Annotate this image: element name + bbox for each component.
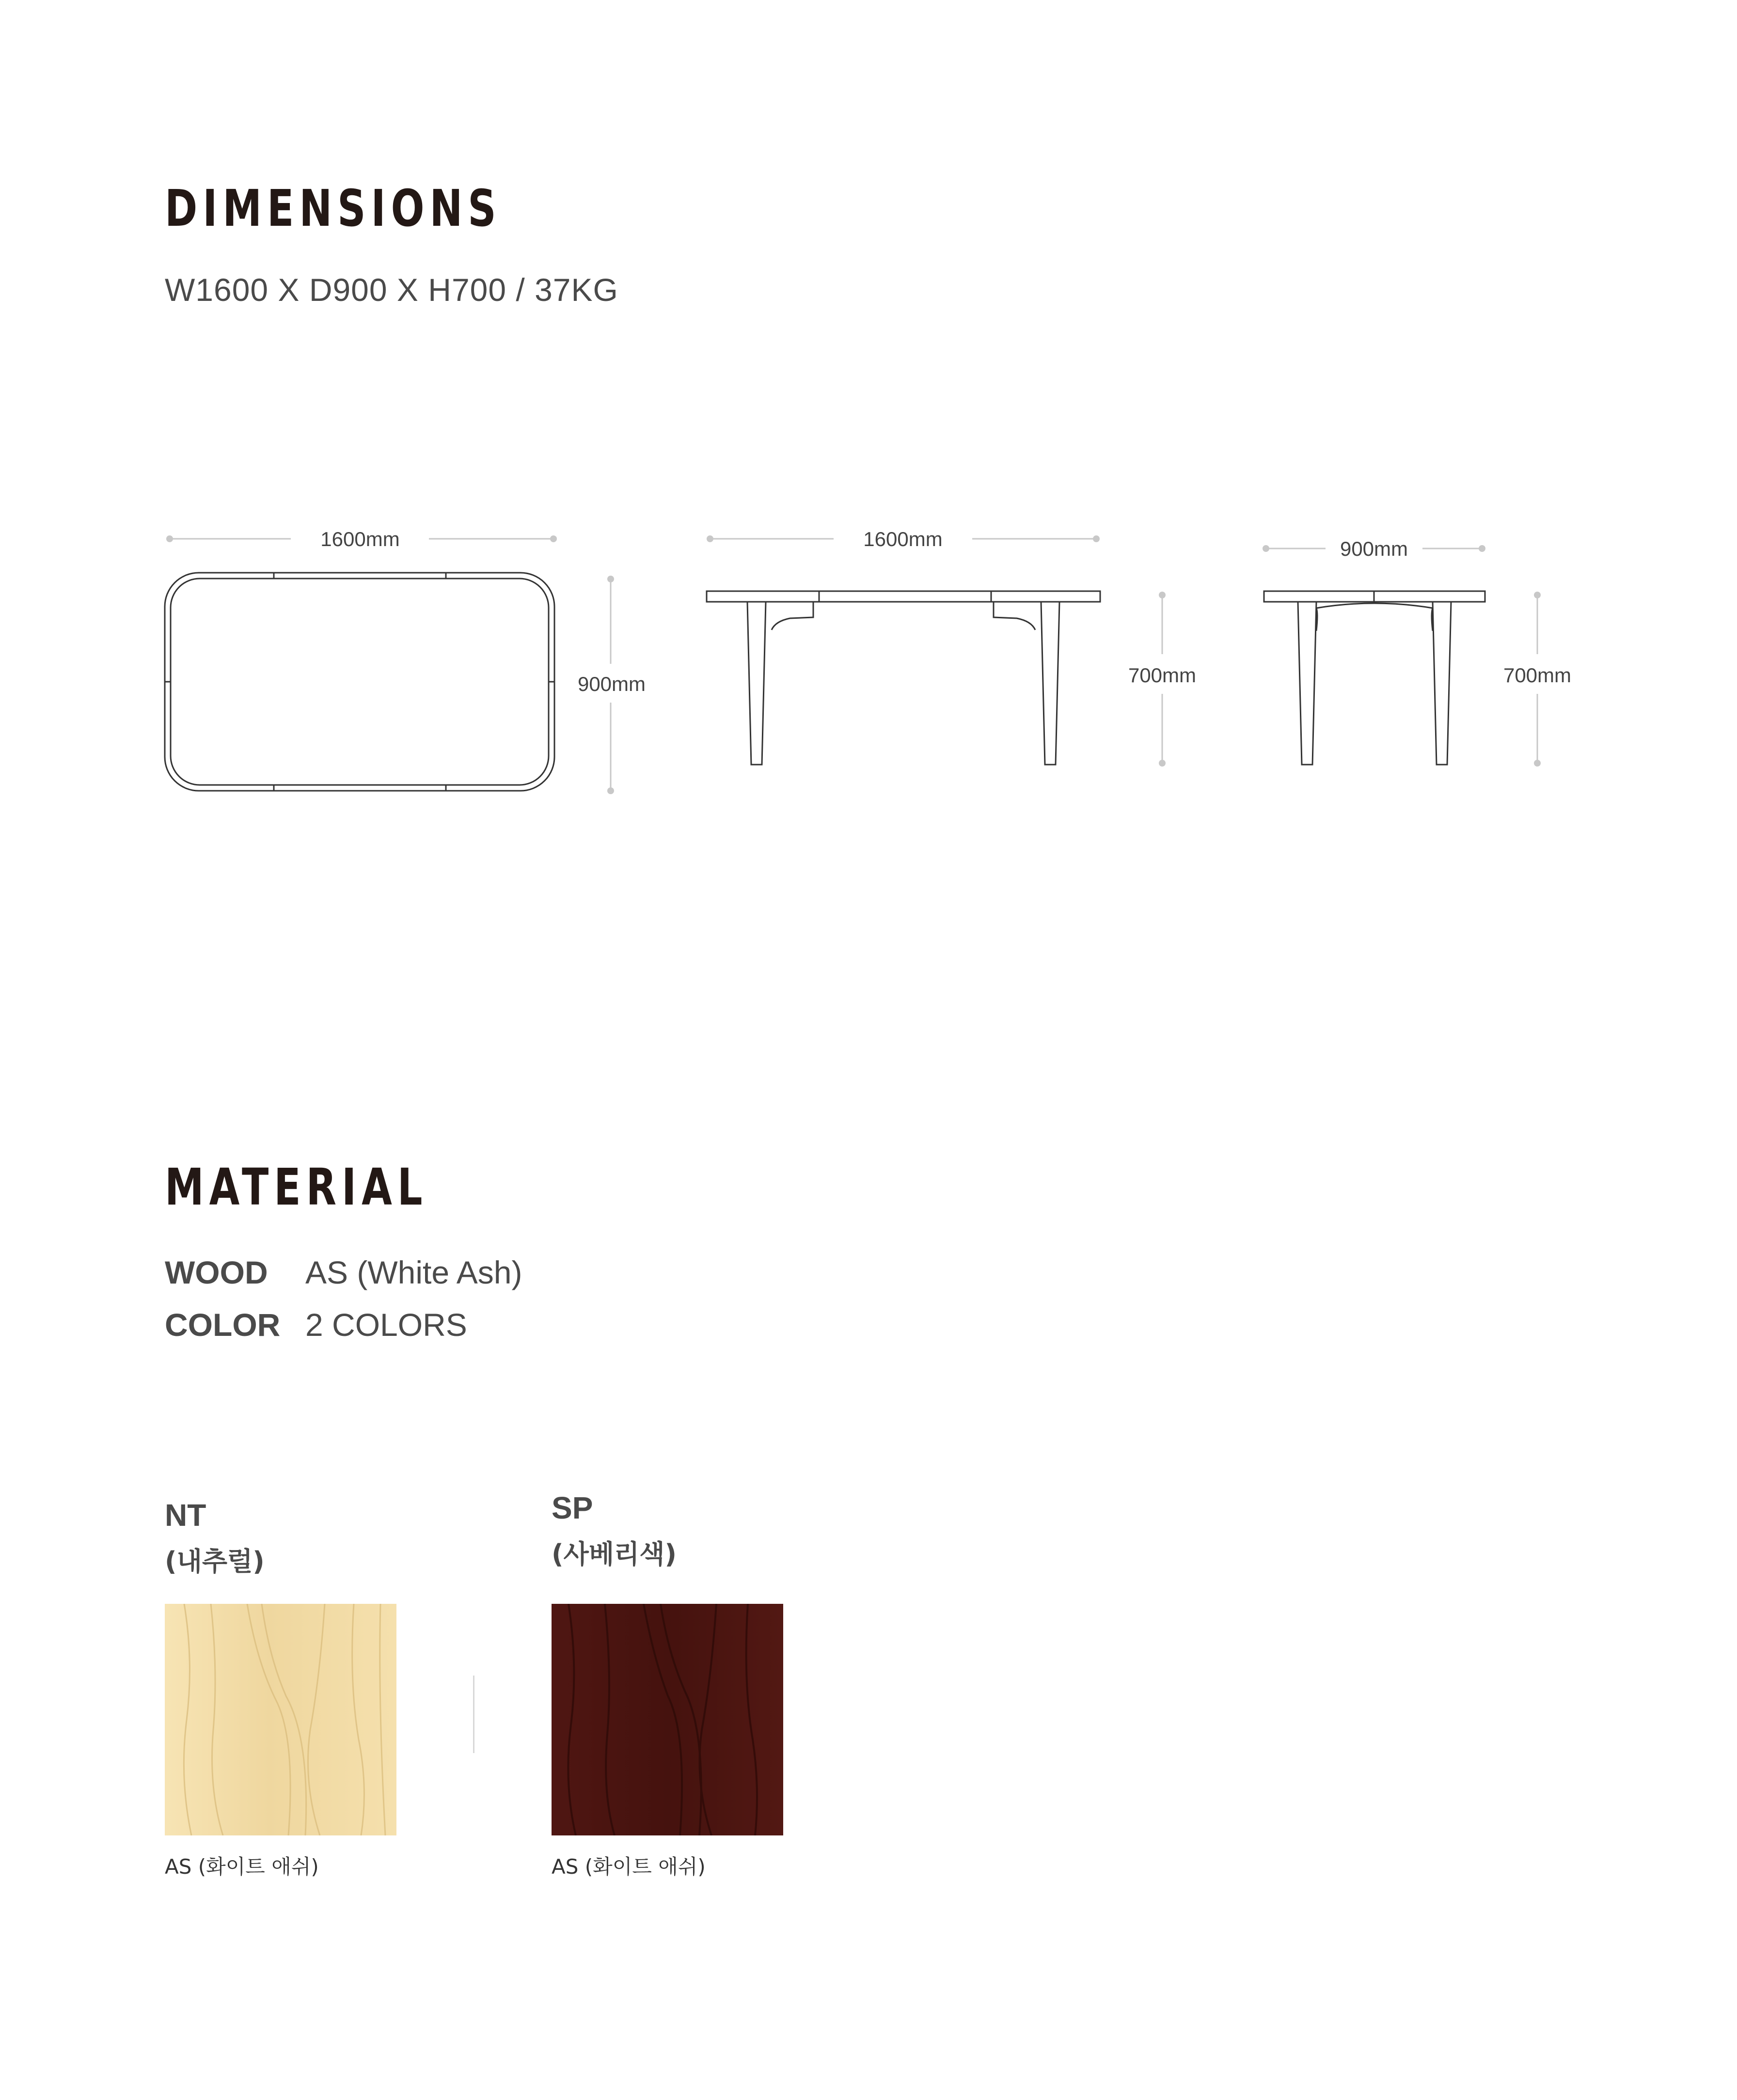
top-view-drawing: [165, 573, 554, 791]
color-label: COLOR: [165, 1307, 281, 1343]
side-view-drawing: [1264, 591, 1485, 765]
swatch-sp-image[interactable]: [552, 1604, 783, 1835]
color-row: [165, 1306, 467, 1343]
top-width-label: 1600mm: [320, 528, 400, 550]
front-width-label: 1600mm: [863, 528, 943, 550]
color-value: 2 COLORS: [305, 1307, 467, 1343]
wood-label: WOOD: [165, 1254, 268, 1290]
side-height-label: 700mm: [1503, 664, 1572, 687]
wood-value: AS (White Ash): [305, 1254, 522, 1290]
swatch-nt-image[interactable]: [165, 1604, 396, 1835]
swatch-nt-caption: AS (화이트 애쉬): [165, 1855, 319, 1879]
swatch-nt-korean: (내추럴): [165, 1546, 265, 1577]
swatch-sp-code: SP: [552, 1490, 593, 1525]
side-depth-label: 900mm: [1340, 537, 1408, 560]
dimension-drawings: [0, 509, 1737, 824]
swatch-sp-caption: AS (화이트 애쉬): [552, 1855, 706, 1879]
swatch-divider: [473, 1676, 474, 1753]
swatch-nt-code: NT: [165, 1498, 206, 1533]
dimensions-spec: W1600 X D900 X H700 / 37KG: [165, 272, 618, 308]
front-height-label: 700mm: [1128, 664, 1197, 687]
material-title: MATERIAL: [165, 1158, 428, 1217]
top-depth-label: 900mm: [577, 673, 646, 695]
wood-row: [165, 1254, 522, 1291]
dimensions-title: DIMENSIONS: [165, 179, 502, 238]
front-view-drawing: [707, 591, 1100, 765]
swatch-sp-korean: (사베리색): [552, 1539, 677, 1569]
